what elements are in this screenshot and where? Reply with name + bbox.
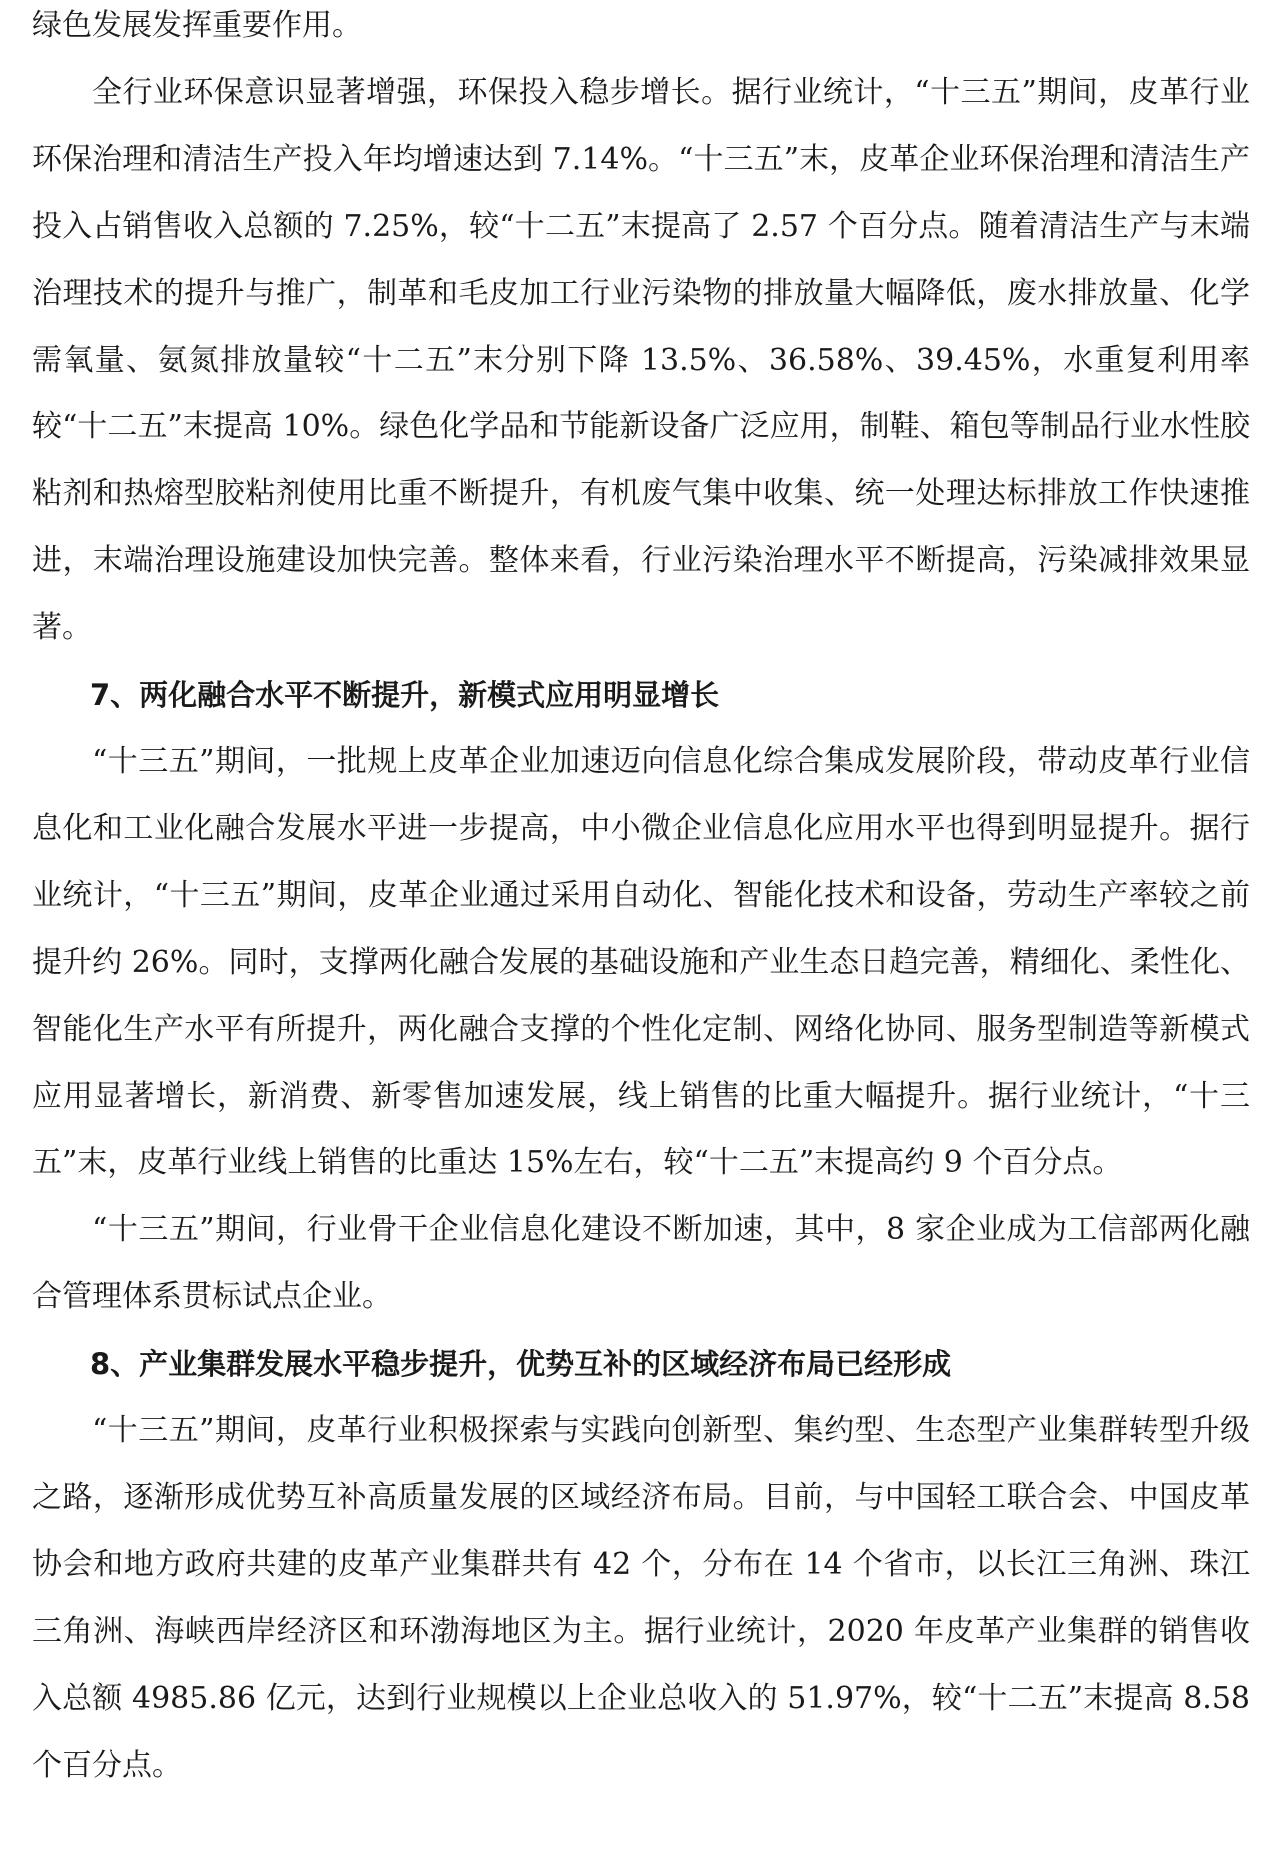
section-heading-8: 8、产业集群发展水平稳步提升，优势互补的区域经济布局已经形成 (90, 1347, 952, 1382)
paragraph-pilot-enterprises: “十三五”期间，行业骨干企业信息化建设不断加速，其中，8 家企业成为工信部两化融合管理体系贯标试点企业。 (32, 1212, 1250, 1315)
paragraph-industrial-clusters: “十三五”期间，皮革行业积极探索与实践向创新型、集约型、生态型产业集群转型升级之路，逐渐形成优势互补高质量发展的区域经济布局。目前，与中国轻工联合会、中国皮革协会和地方政府共建的皮革产业集群共有 42 个，分布在 14 个省市，以长江三角洲、珠江三角洲、海峡西岸经济区和环渤海地区为主。据行业统计，2020 年皮革产业集群的销售收入总额 4985.86 亿元，达到行业规模以上企业总收入的 51.97%，较“十二五”末提高 8.58 个百分点。 (32, 1413, 1250, 1783)
paragraph-informatization: “十三五”期间，一批规上皮革企业加速迈向信息化综合集成发展阶段，带动皮革行业信息化和工业化融合发展水平进一步提高，中小微企业信息化应用水平也得到明显提升。据行业统计，“十三五”期间，皮革企业通过采用自动化、智能化技术和设备，劳动生产率较之前提升约 26%。同时，支撑两化融合发展的基础设施和产业生态日趋完善，精细化、柔性化、智能化生产水平有所提升，两化融合支撑的个性化定制、网络化协同、服务型制造等新模式应用显著增长，新消费、新零售加速发展，线上销售的比重大幅提升。据行业统计，“十三五”末，皮革行业线上销售的比重达 15%左右，较“十二五”末提高约 9 个百分点。 (32, 743, 1250, 1181)
section-heading-7: 7、两化融合水平不断提升，新模式应用明显增长 (90, 678, 720, 713)
paragraph-continuation: 绿色发展发挥重要作用。 (32, 8, 362, 43)
paragraph-environmental-investment: 全行业环保意识显著增强，环保投入稳步增长。据行业统计，“十三五”期间，皮革行业环保治理和清洁生产投入年均增速达到 7.14%。“十三五”末，皮革企业环保治理和清洁生产投入占销售收入总额的 7.25%，较“十二五”末提高了 2.57 个百分点。随着清洁生产与末端治理技术的提升与推广，制革和毛皮加工行业污染物的排放量大幅降低，废水排放量、化学需氧量、氨氮排放量较“十二五”末分别下降 13.5%、36.58%、39.45%，水重复利用率较“十二五”末提高 10%。绿色化学品和节能新设备广泛应用，制鞋、箱包等制品行业水性胶粘剂和热熔型胶粘剂使用比重不断提升，有机废气集中收集、统一处理达标排放工作快速推进，末端治理设施建设加快完善。整体来看，行业污染治理水平不断提高，污染减排效果显著。 (32, 74, 1250, 646)
